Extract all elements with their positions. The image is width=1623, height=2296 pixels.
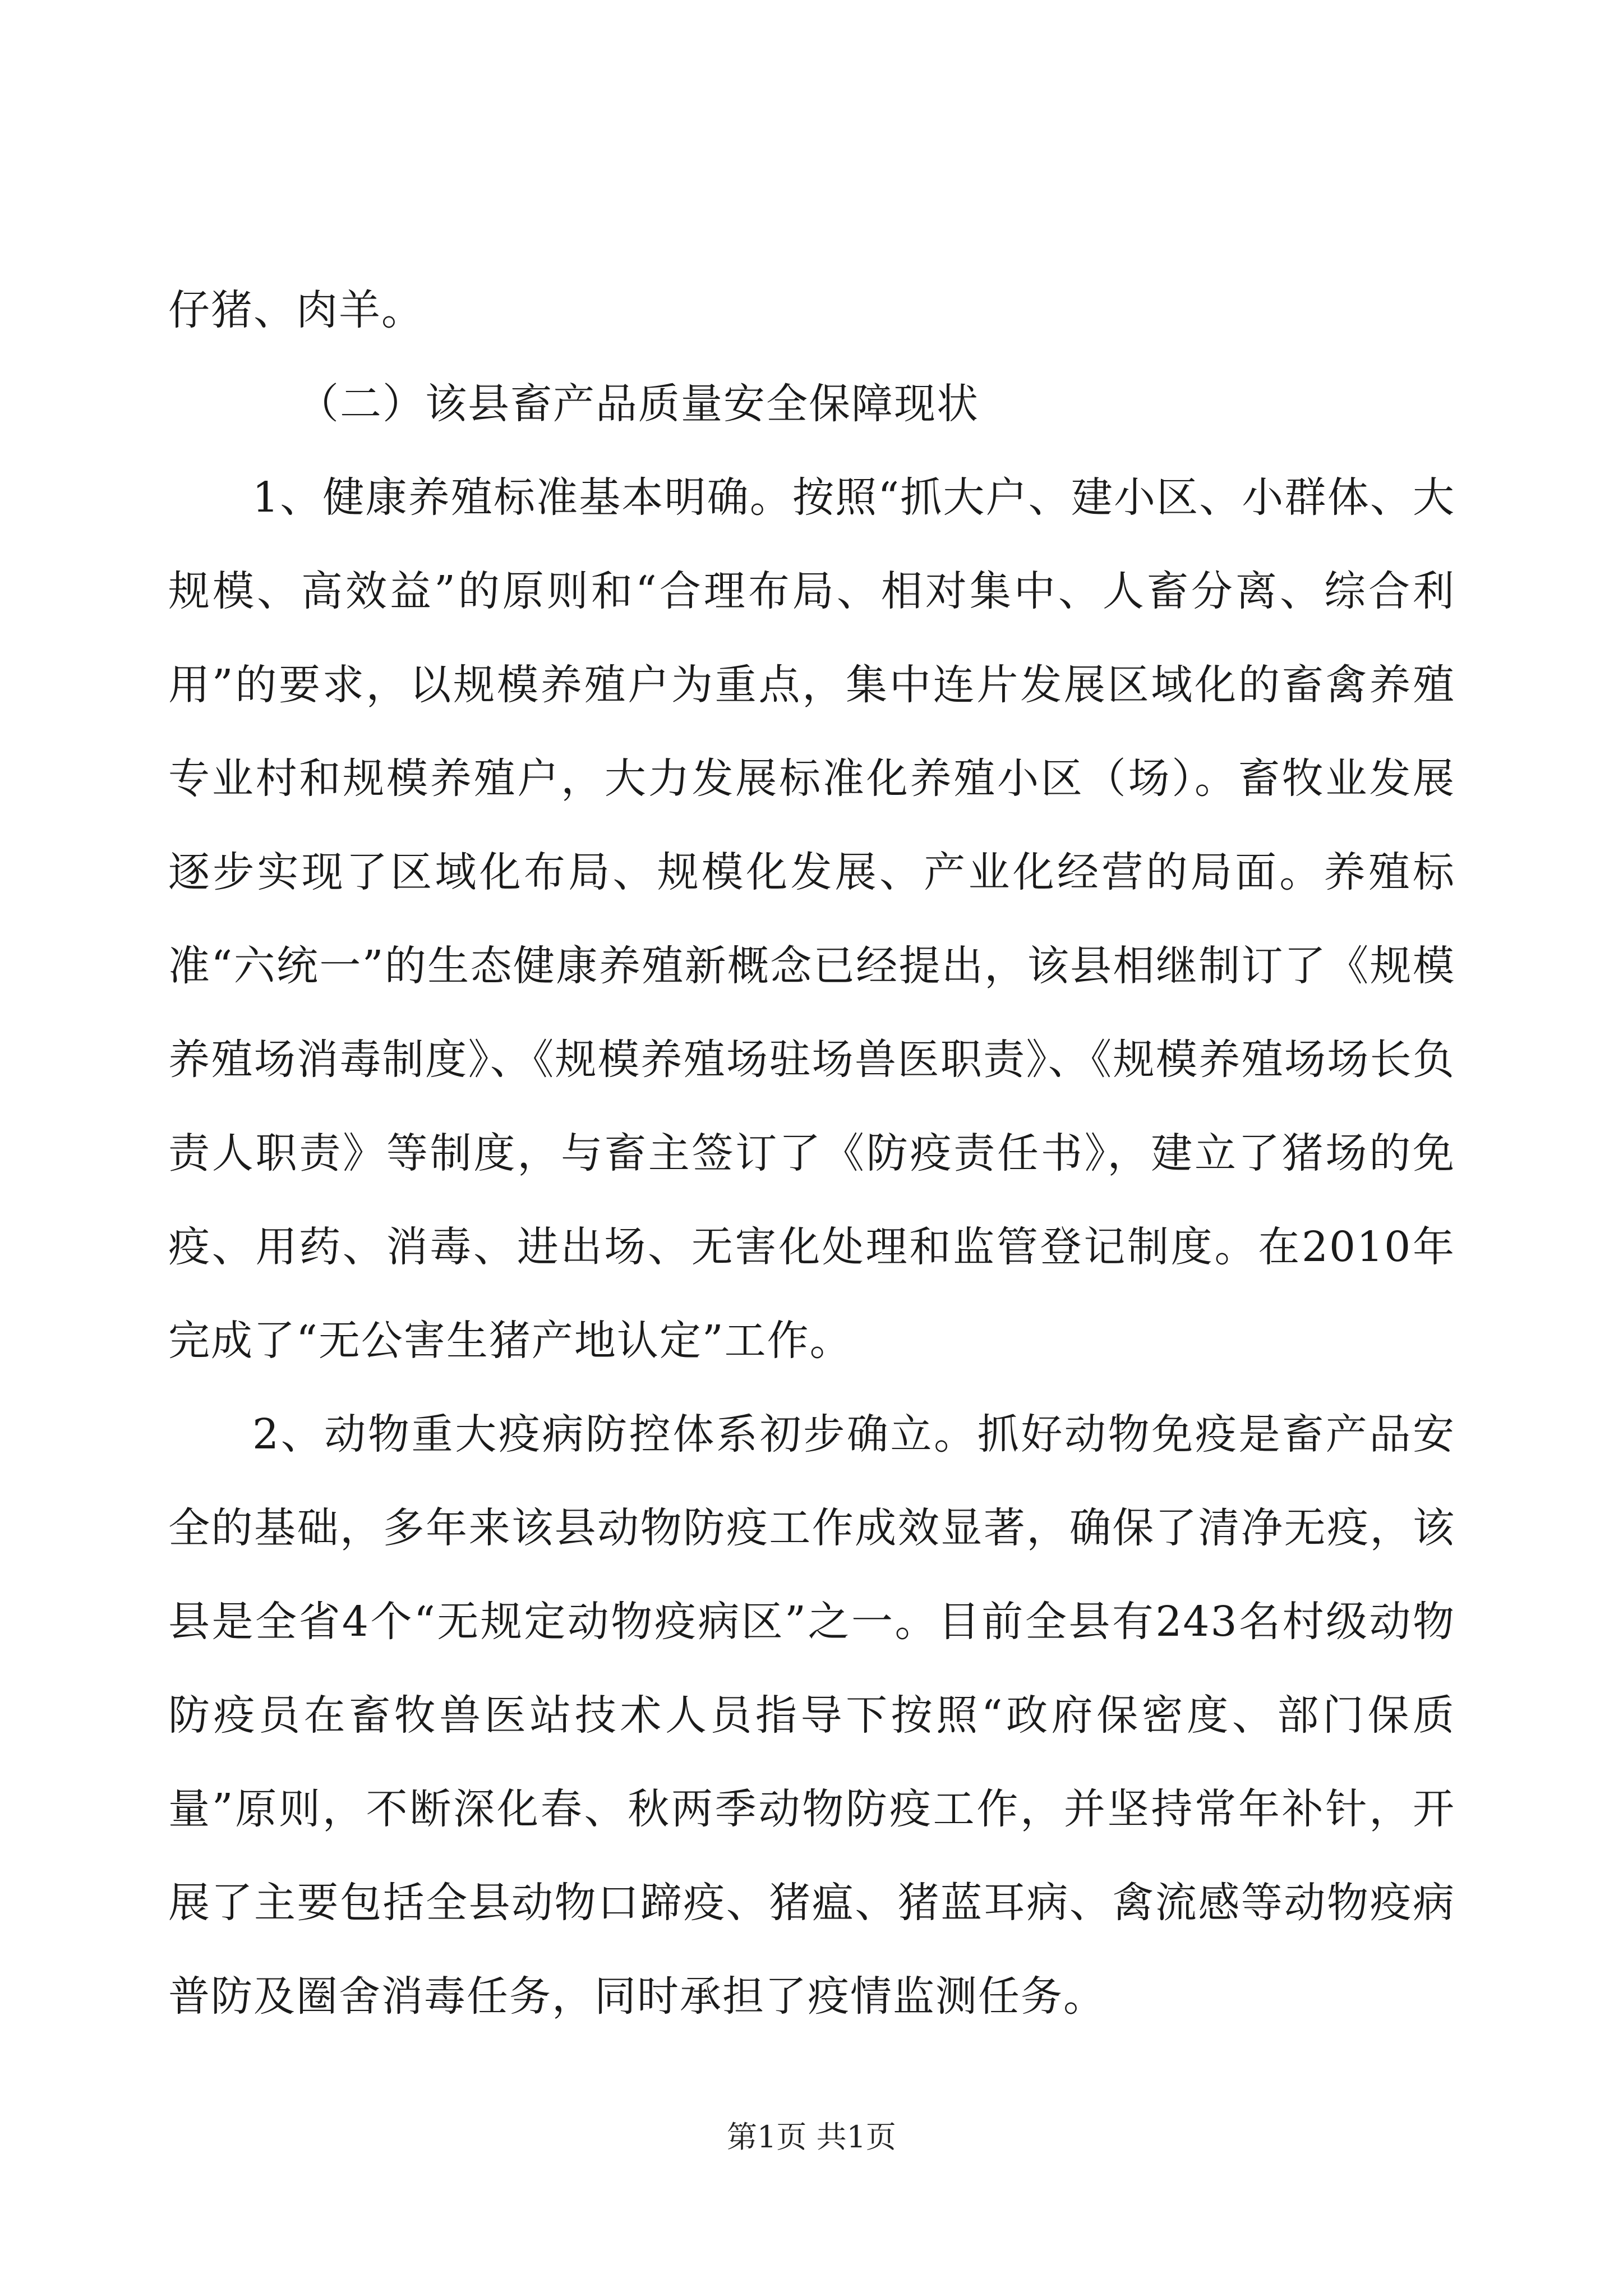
document-body	[168, 264, 1455, 2044]
paragraph-healthy-breeding: 1、健康养殖标准基本明确。按照“抓大户、建小区、小群体、大规模、高效益”的原则和“合理布局、相对集中、人畜分离、综合利用”的要求，以规模养殖户为重点，集中连片发展区域化的畜禽养殖专业村和规模养殖户，大力发展标准化养殖小区（场）。畜牧业发展逐步实现了区域化布局、规模化发展、产业化经营的局面。养殖标准“六统一”的生态健康养殖新概念已经提出，该县相继制订了《规模养殖场消毒制度》、《规模养殖场驻场兽医职责》、《规模养殖场场长负责人职责》等制度，与畜主签订了《防疫责任书》，建立了猪场的免疫、用药、消毒、进出场、无害化处理和监管登记制度。在2010年完成了“无公害生猪产地认定”工作。	[168, 473, 1455, 1365]
page-number-label: 第1页 共1页	[727, 2119, 896, 2155]
section-heading: （二）该县畜产品质量安全保障现状	[297, 380, 979, 428]
page-footer	[0, 2118, 1623, 2157]
paragraph-disease-control: 2、动物重大疫病防控体系初步确立。抓好动物免疫是畜产品安全的基础，多年来该县动物防疫工作成效显著，确保了清净无疫，该县是全省4个“无规定动物疫病区”之一。目前全县有243名村级动物防疫员在畜牧兽医站技术人员指导下按照“政府保密度、部门保质量”原则，不断深化春、秋两季动物防疫工作，并坚持常年补针，开展了主要包括全县动物口蹄疫、猪瘟、猪蓝耳病、禽流感等动物疫病普防及圈舍消毒任务，同时承担了疫情监测任务。	[168, 1410, 1455, 2021]
paragraph-continuation: 仔猪、肉羊。	[168, 286, 424, 334]
